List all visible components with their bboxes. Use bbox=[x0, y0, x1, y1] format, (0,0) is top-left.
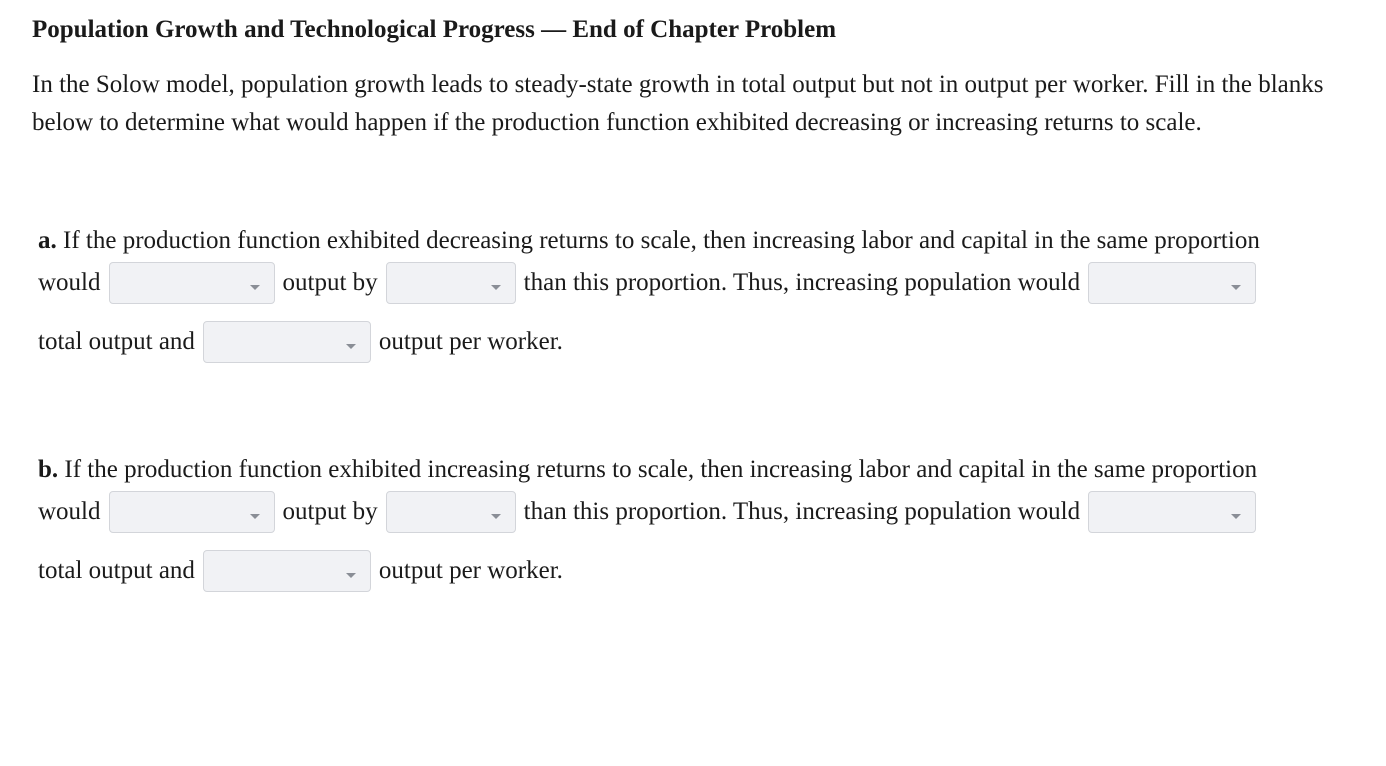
part-a-row-3 bbox=[38, 319, 1368, 365]
chevron-down-icon bbox=[250, 514, 260, 519]
part-b-than-label: than this proportion. Thus, increasing population would bbox=[523, 498, 1081, 525]
part-b-letter: b. bbox=[38, 456, 59, 483]
part-b-line1: If the production function exhibited increasing returns to scale, then increasing labor and capital in the same proportion bbox=[58, 456, 1258, 483]
chevron-down-icon bbox=[491, 514, 501, 519]
part-b-statement bbox=[38, 453, 1368, 487]
intro-paragraph: In the Solow model, population growth leads to steady-state growth in total output but not in output per worker. Fill in the blanks below to determine what would happen if the production function exhibited decreasing or increasing returns to scale. bbox=[32, 71, 1324, 136]
part-b-per-worker-dropdown[interactable] bbox=[203, 550, 371, 592]
part-a-would-label: would bbox=[38, 269, 101, 296]
part-b-population-dropdown[interactable] bbox=[1088, 491, 1256, 533]
part-a-would-dropdown[interactable] bbox=[109, 262, 275, 304]
chevron-down-icon bbox=[346, 344, 356, 349]
part-a-output-by-label: output by bbox=[282, 269, 378, 296]
question-part-b bbox=[38, 453, 1368, 594]
part-b-would-dropdown[interactable] bbox=[109, 491, 275, 533]
part-a-output-per-worker-label: output per worker. bbox=[378, 328, 563, 355]
part-a-total-output-label: total output and bbox=[38, 328, 195, 355]
chevron-down-icon bbox=[491, 285, 501, 290]
part-b-by-dropdown[interactable] bbox=[386, 491, 516, 533]
part-b-total-output-label: total output and bbox=[38, 557, 195, 584]
part-a-statement bbox=[38, 224, 1368, 258]
question-part-a bbox=[38, 224, 1368, 365]
part-a-by-dropdown[interactable] bbox=[386, 262, 516, 304]
part-a-than-label: than this proportion. Thus, increasing population would bbox=[523, 269, 1081, 296]
chevron-down-icon bbox=[346, 573, 356, 578]
part-b-row-3 bbox=[38, 548, 1368, 594]
part-a-per-worker-dropdown[interactable] bbox=[203, 321, 371, 363]
page-title: Population Growth and Technological Progress — End of Chapter Problem bbox=[32, 16, 837, 43]
part-a-line1: If the production function exhibited decreasing returns to scale, then increasing labor and capital in the same proportion bbox=[56, 227, 1260, 254]
part-b-output-per-worker-label: output per worker. bbox=[378, 557, 563, 584]
part-b-would-label: would bbox=[38, 498, 101, 525]
part-a-population-dropdown[interactable] bbox=[1088, 262, 1256, 304]
part-b-output-by-label: output by bbox=[282, 498, 378, 525]
chevron-down-icon bbox=[1231, 285, 1241, 290]
part-a-letter: a. bbox=[38, 227, 57, 254]
part-a-row-2 bbox=[38, 260, 1368, 306]
chevron-down-icon bbox=[250, 285, 260, 290]
part-b-row-2 bbox=[38, 489, 1368, 535]
chevron-down-icon bbox=[1231, 514, 1241, 519]
